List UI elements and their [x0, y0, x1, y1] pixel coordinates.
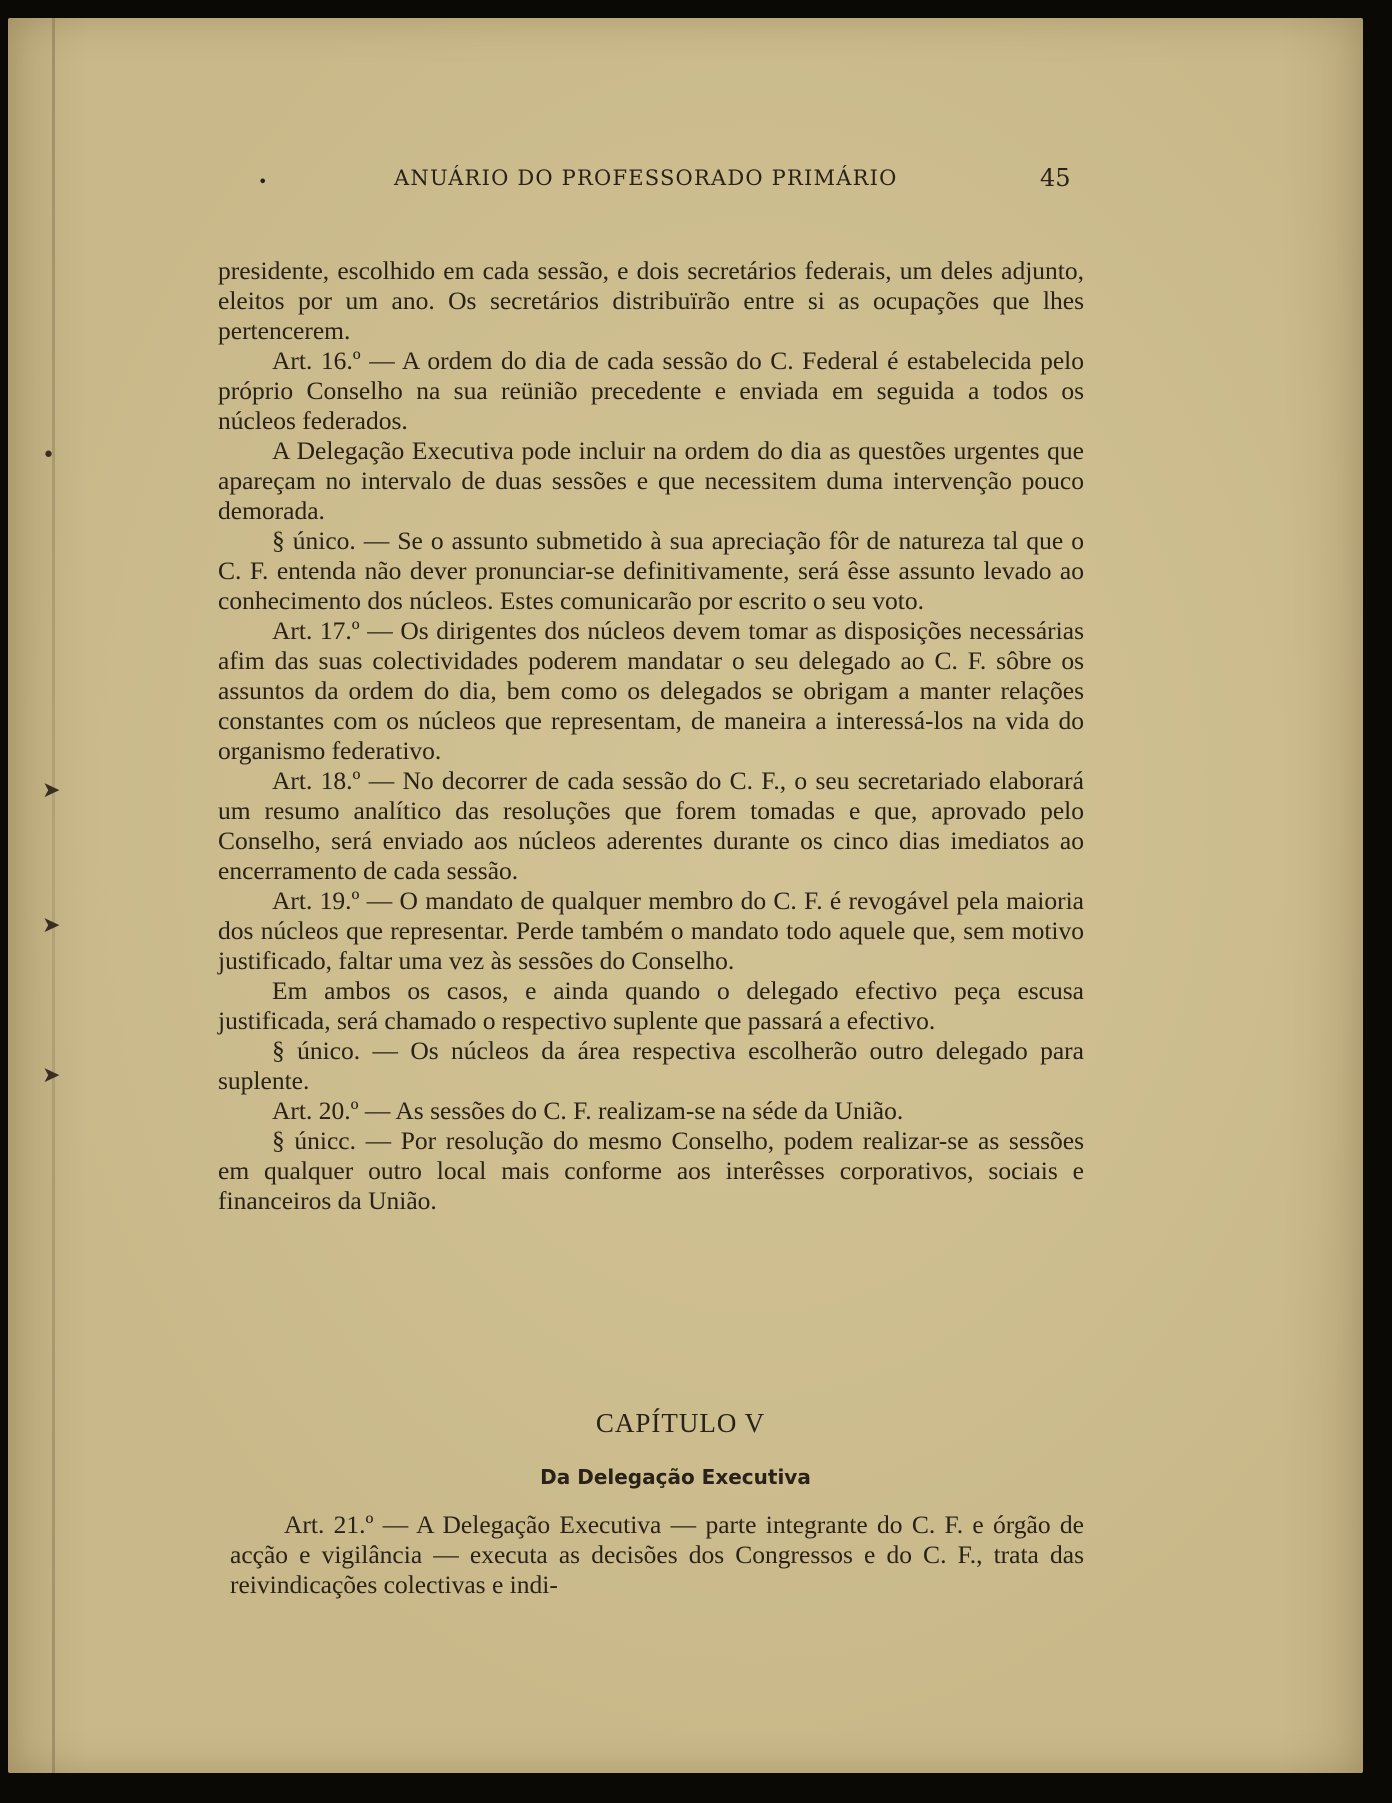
running-title: ANUÁRIO DO PROFESSORADO PRIMÁRIO	[394, 166, 898, 190]
page-number: 45	[1040, 164, 1071, 192]
chapter-body-text	[230, 1510, 1084, 1600]
paragraph: § único. — Os núcleos da área respectiva escolherão outro delegado para suplente.	[218, 1036, 1084, 1095]
margin-arrow-mark: ➤	[42, 1063, 61, 1088]
book-page	[8, 18, 1363, 1773]
margin-dot-mark: •	[42, 443, 55, 468]
paragraph: Em ambos os casos, e ainda quando o delegado efectivo peça escusa justificada, será chamado o respectivo suplente que passará a efectivo.	[218, 976, 1084, 1035]
margin-arrow-mark: ➤	[42, 778, 61, 803]
page-header	[8, 158, 1363, 198]
chapter-subtitle: Da Delegação Executiva	[540, 1465, 811, 1489]
chapter-heading	[8, 1408, 1363, 1439]
margin-arrow-mark: ➤	[42, 913, 61, 938]
chapter-title: CAPÍTULO V	[595, 1408, 766, 1438]
paragraph: Art. 16.º — A ordem do dia de cada sessão do C. Federal é estabelecida pelo próprio Conselho na sua reünião precedente e enviada em seguida a todos os núcleos federados.	[218, 346, 1084, 435]
paragraph: § únicc. — Por resolução do mesmo Conselho, podem realizar-se as sessões em qualquer outro local mais conforme aos interêsses corporativos, sociais e financeiros da União.	[218, 1126, 1084, 1215]
paragraph: A Delegação Executiva pode incluir na ordem do dia as questões urgentes que apareçam no intervalo de duas sessões e que necessitem duma intervenção pouco demorada.	[218, 436, 1084, 525]
paragraph: Art. 17.º — Os dirigentes dos núcleos devem tomar as disposições necessárias afim das suas colectividades poderem mandatar o seu delegado ao C. F. sôbre os assuntos da ordem do dia, bem como os delegados se obrigam a manter relações constantes com os núcleos que representam, de maneira a interessá-los na vida do organismo federativo.	[218, 616, 1084, 765]
binding-edge	[52, 18, 55, 1773]
paragraph: § único. — Se o assunto submetido à sua apreciação fôr de natureza tal que o C. F. entenda não dever pronunciar-se definitivamente, será êsse assunto levado ao conhecimento dos núcleos. Estes comunicarão por escrito o seu voto.	[218, 526, 1084, 615]
chapter-subheading	[8, 1465, 1363, 1489]
paragraph: Art. 21.º — A Delegação Executiva — parte integrante do C. F. e órgão de acção e vigilância — executa as decisões dos Congressos e do C. F., trata das reivindicações colectivas e indi-	[230, 1510, 1084, 1599]
paragraph: Art. 18.º — No decorrer de cada sessão do C. F., o seu secretariado elaborará um resumo analítico das resoluções que forem tomadas e que, aprovado pelo Conselho, será enviado aos núcleos aderentes durante os cinco dias imediatos ao encerramento de cada sessão.	[218, 766, 1084, 885]
body-text	[218, 256, 1084, 1216]
header-bullet: •	[258, 172, 268, 191]
paragraph: Art. 19.º — O mandato de qualquer membro do C. F. é revogável pela maioria dos núcleos que representar. Perde também o mandato todo aquele que, sem motivo justificado, faltar uma vez às sessões do Conselho.	[218, 886, 1084, 975]
paragraph: Art. 20.º — As sessões do C. F. realizam-se na séde da União.	[272, 1096, 904, 1125]
paragraph: presidente, escolhido em cada sessão, e dois secretários federais, um deles adjunto, eleitos por um ano. Os secretários distribuïrão entre si as ocupações que lhes pertencerem.	[218, 256, 1084, 345]
